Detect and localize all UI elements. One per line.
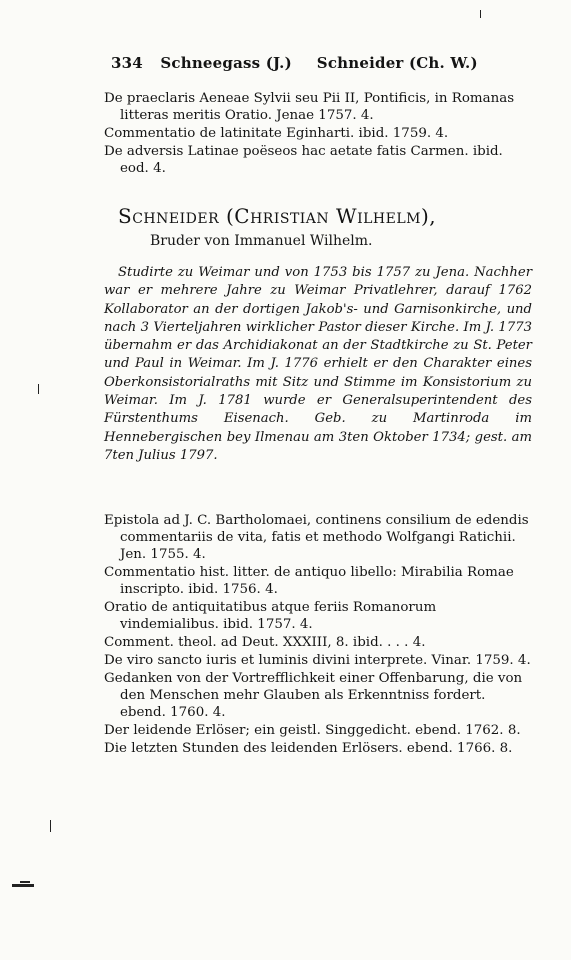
work-entry: De adversis Latinae poëseos hac aetate fatis Carmen. ibid. eod. 4. — [104, 144, 503, 176]
ink-speck — [38, 384, 39, 394]
work-entry: De viro sancto iuris et luminis divini interprete. Vinar. 1759. 4. — [104, 653, 531, 668]
work-entry: Gedanken von der Vortrefflichkeit einer Offenbarung, die von den Menschen mehr Glauben als Erkenntniss fordert. ebend. 1760. 4. — [104, 671, 523, 720]
running-head — [111, 54, 531, 72]
running-head-left: Schneegass (J.) — [160, 54, 292, 72]
work-entry: De praeclaris Aeneae Sylvii seu Pii II, Pontificis, in Romanas litteras meritis Oratio. Jenae 1757. 4. — [104, 91, 515, 123]
works-list — [104, 512, 534, 757]
ink-speck — [20, 881, 30, 883]
running-head-right: Schneider (Ch. W.) — [316, 54, 478, 72]
work-entry: Epistola ad J. C. Bartholomaei, continens consilium de edendis commentariis de vita, fatis et methodo Wolfgangi Ratichii. Jen. 1755. 4. — [104, 513, 529, 562]
ink-speck — [50, 820, 51, 832]
entry-heading: Schneider (Christian Wilhelm), — [118, 204, 437, 228]
work-entry: Die letzten Stunden des leidenden Erlösers. ebend. 1766. 8. — [104, 741, 513, 756]
work-entry: Commentatio hist. litter. de antiquo libello: Mirabilia Romae inscripto. ibid. 1756. 4. — [104, 565, 514, 597]
ink-speck — [12, 884, 34, 887]
work-entry: Oratio de antiquitatibus atque feriis Romanorum vindemialibus. ibid. 1757. 4. — [104, 600, 437, 632]
biography-paragraph: Studirte zu Weimar und von 1753 bis 1757 zu Jena. Nachher war er mehrere Jahre zu Weimar Privatlehrer, darauf 1762 Kollaborator an der dortigen Jakob's- und Garnisonkirche, und nach 3 Vierteljahren wirklicher Pastor dieser Kirche. Im J. 1773 übernahm er das Archidiakonat an der Stadtkirche zu St. Peter und Paul in Weimar. Im J. 1776 erhielt er den Charakter eines Oberkonsistorialraths mit Sitz und Stimme im Konsistorium zu Weimar. Im J. 1781 wurde er Generalsuperintendent des Fürstenthums Eisenach. Geb. zu Martinroda im Hennebergischen bey Ilmenau am 3ten Oktober 1734; gest. am 7ten Julius 1797. — [104, 265, 532, 463]
work-entry: Der leidende Erlöser; ein geistl. Singgedicht. ebend. 1762. 8. — [104, 723, 521, 738]
ink-speck — [480, 10, 481, 18]
previous-entry-works — [104, 90, 534, 177]
work-entry: Commentatio de latinitate Eginharti. ibid. 1759. 4. — [104, 126, 449, 141]
work-entry: Comment. theol. ad Deut. XXXIII, 8. ibid. . . . 4. — [104, 635, 426, 650]
entry-subtitle: Bruder von Immanuel Wilhelm. — [150, 233, 373, 249]
page-number: 334 — [111, 54, 143, 72]
